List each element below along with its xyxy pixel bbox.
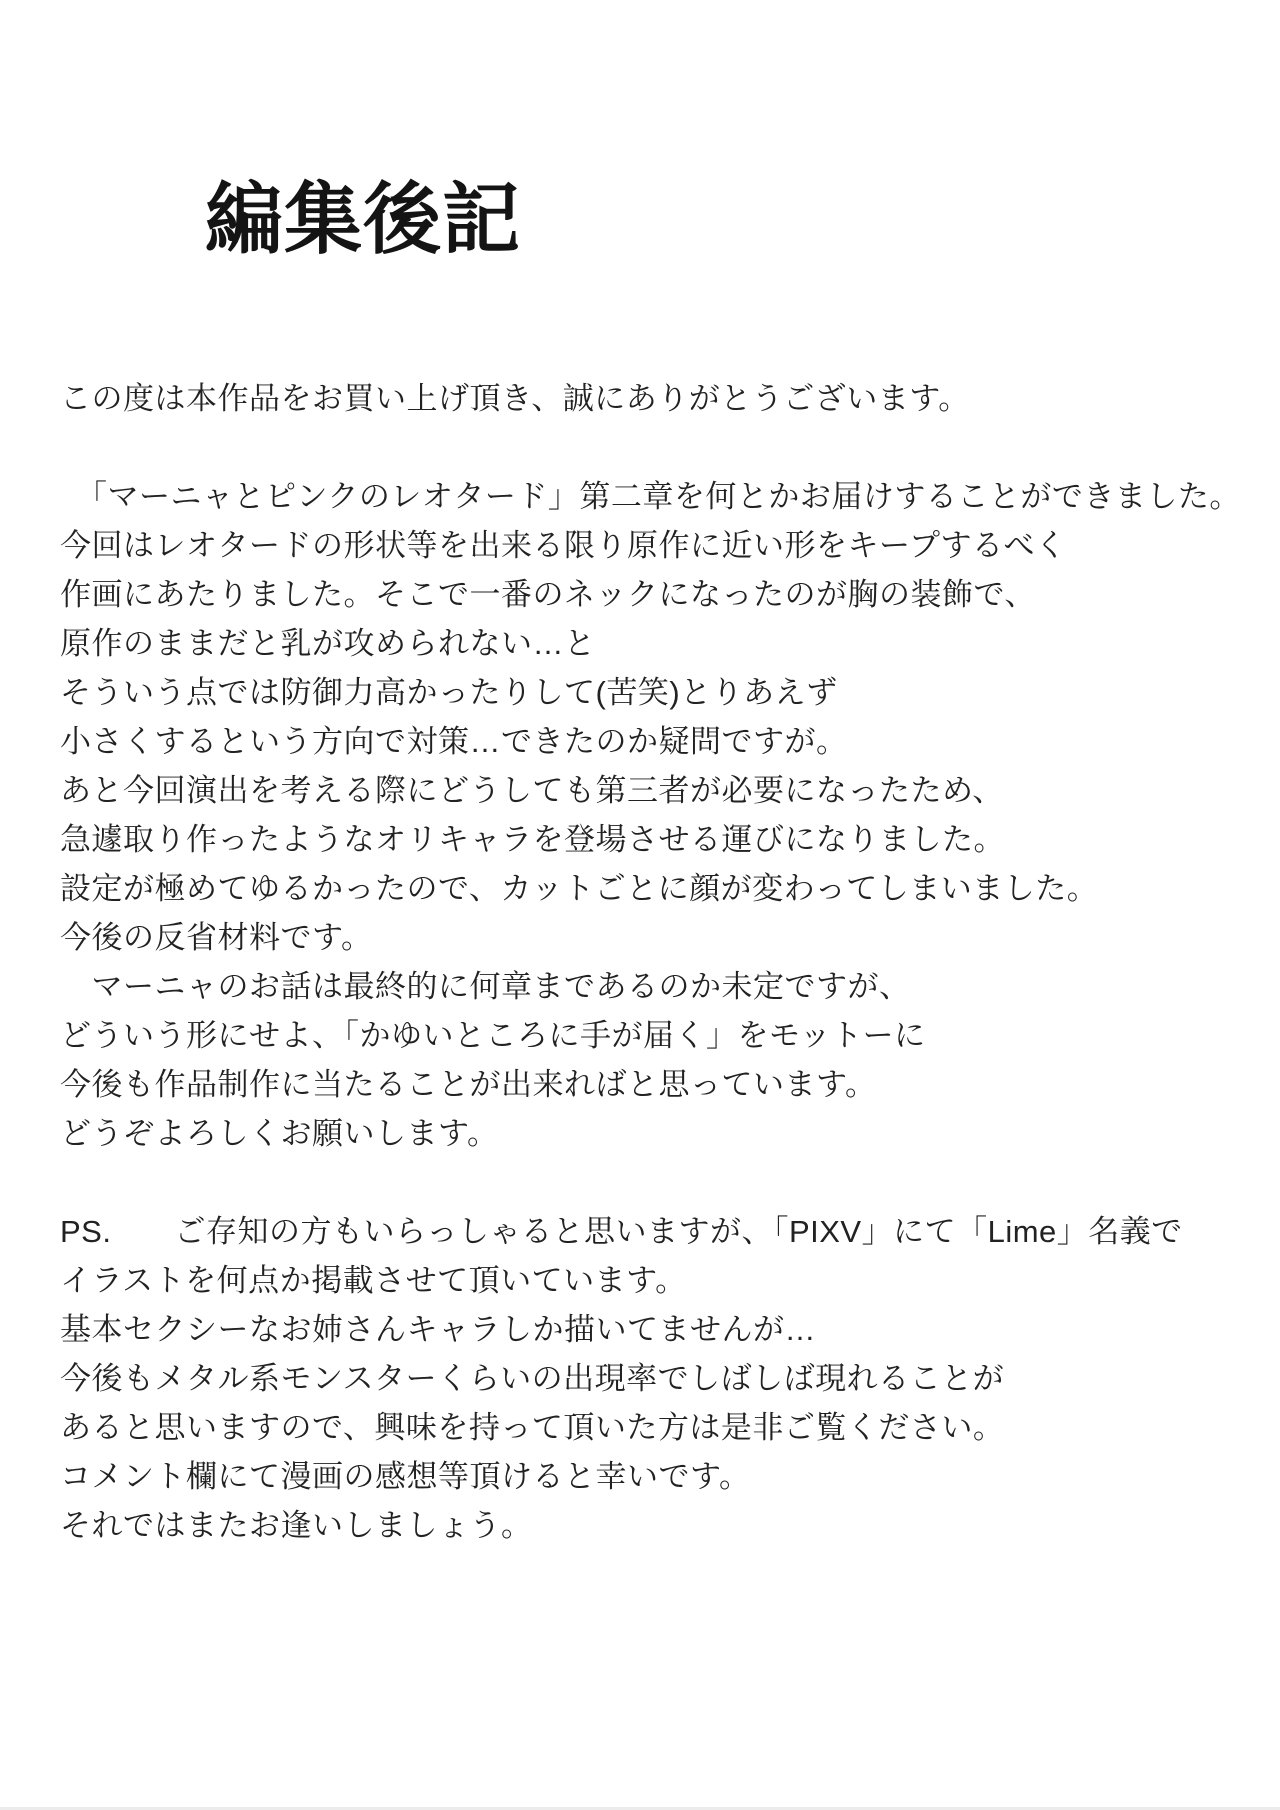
text-line: PS. ご存知の方もいらっしゃると思いますが、「PIXV」にて「Lime」名義で xyxy=(60,1214,1183,1249)
text-line: 基本セクシーなお姉さんキャラしか描いてませんが… xyxy=(60,1312,816,1347)
text-line: 原作のままだと乳が攻められない…と xyxy=(60,626,596,661)
text-line: 急遽取り作ったようなオリキャラを登場させる運びになりました。 xyxy=(60,822,1005,857)
text-line: 今後も作品制作に当たることが出来ればと思っています。 xyxy=(60,1067,877,1102)
paragraph xyxy=(60,472,1250,1158)
paragraph xyxy=(60,374,1250,423)
text-line: あると思いますので、興味を持って頂いた方は是非ご覧ください。 xyxy=(60,1410,1005,1445)
text-line: どういう形にせよ、「かゆいところに手が届く」をモットーに xyxy=(60,1018,926,1053)
text-line: それではまたお逢いしましょう。 xyxy=(60,1508,533,1543)
text-line: 「マーニャとピンクのレオタード」第二章を何とかお届けすることができました。 xyxy=(60,479,1241,514)
paragraph xyxy=(60,1207,1250,1550)
text-line: マーニャのお話は最終的に何章まであるのか未定ですが、 xyxy=(60,969,911,1004)
text-line: 今後もメタル系モンスターくらいの出現率でしばしば現れることが xyxy=(60,1361,1005,1396)
page-title: 編集後記 xyxy=(205,175,522,263)
text-line: イラストを何点か掲載させて頂いています。 xyxy=(60,1263,687,1298)
text-line: 小さくするという方向で対策…できたのか疑問ですが。 xyxy=(60,724,848,759)
text-line: どうぞよろしくお願いします。 xyxy=(60,1116,499,1151)
text-line: そういう点では防御力高かったりして(苦笑)とりあえず xyxy=(60,675,838,710)
text-line: この度は本作品をお買い上げ頂き、誠にありがとうございます。 xyxy=(60,381,970,416)
text-line: 作画にあたりました。そこで一番のネックになったのが胸の装飾で、 xyxy=(60,577,1036,612)
text-line: 今回はレオタードの形状等を出来る限り原作に近い形をキープするべく xyxy=(60,528,1067,563)
afterword-body xyxy=(60,374,1250,1550)
text-line: あと今回演出を考える際にどうしても第三者が必要になったため、 xyxy=(60,773,1004,808)
text-line: 設定が極めてゆるかったので、カットごとに顔が変わってしまいました。 xyxy=(60,871,1099,906)
text-line: コメント欄にて漫画の感想等頂けると幸いです。 xyxy=(60,1459,751,1494)
text-line: 今後の反省材料です。 xyxy=(60,920,373,955)
